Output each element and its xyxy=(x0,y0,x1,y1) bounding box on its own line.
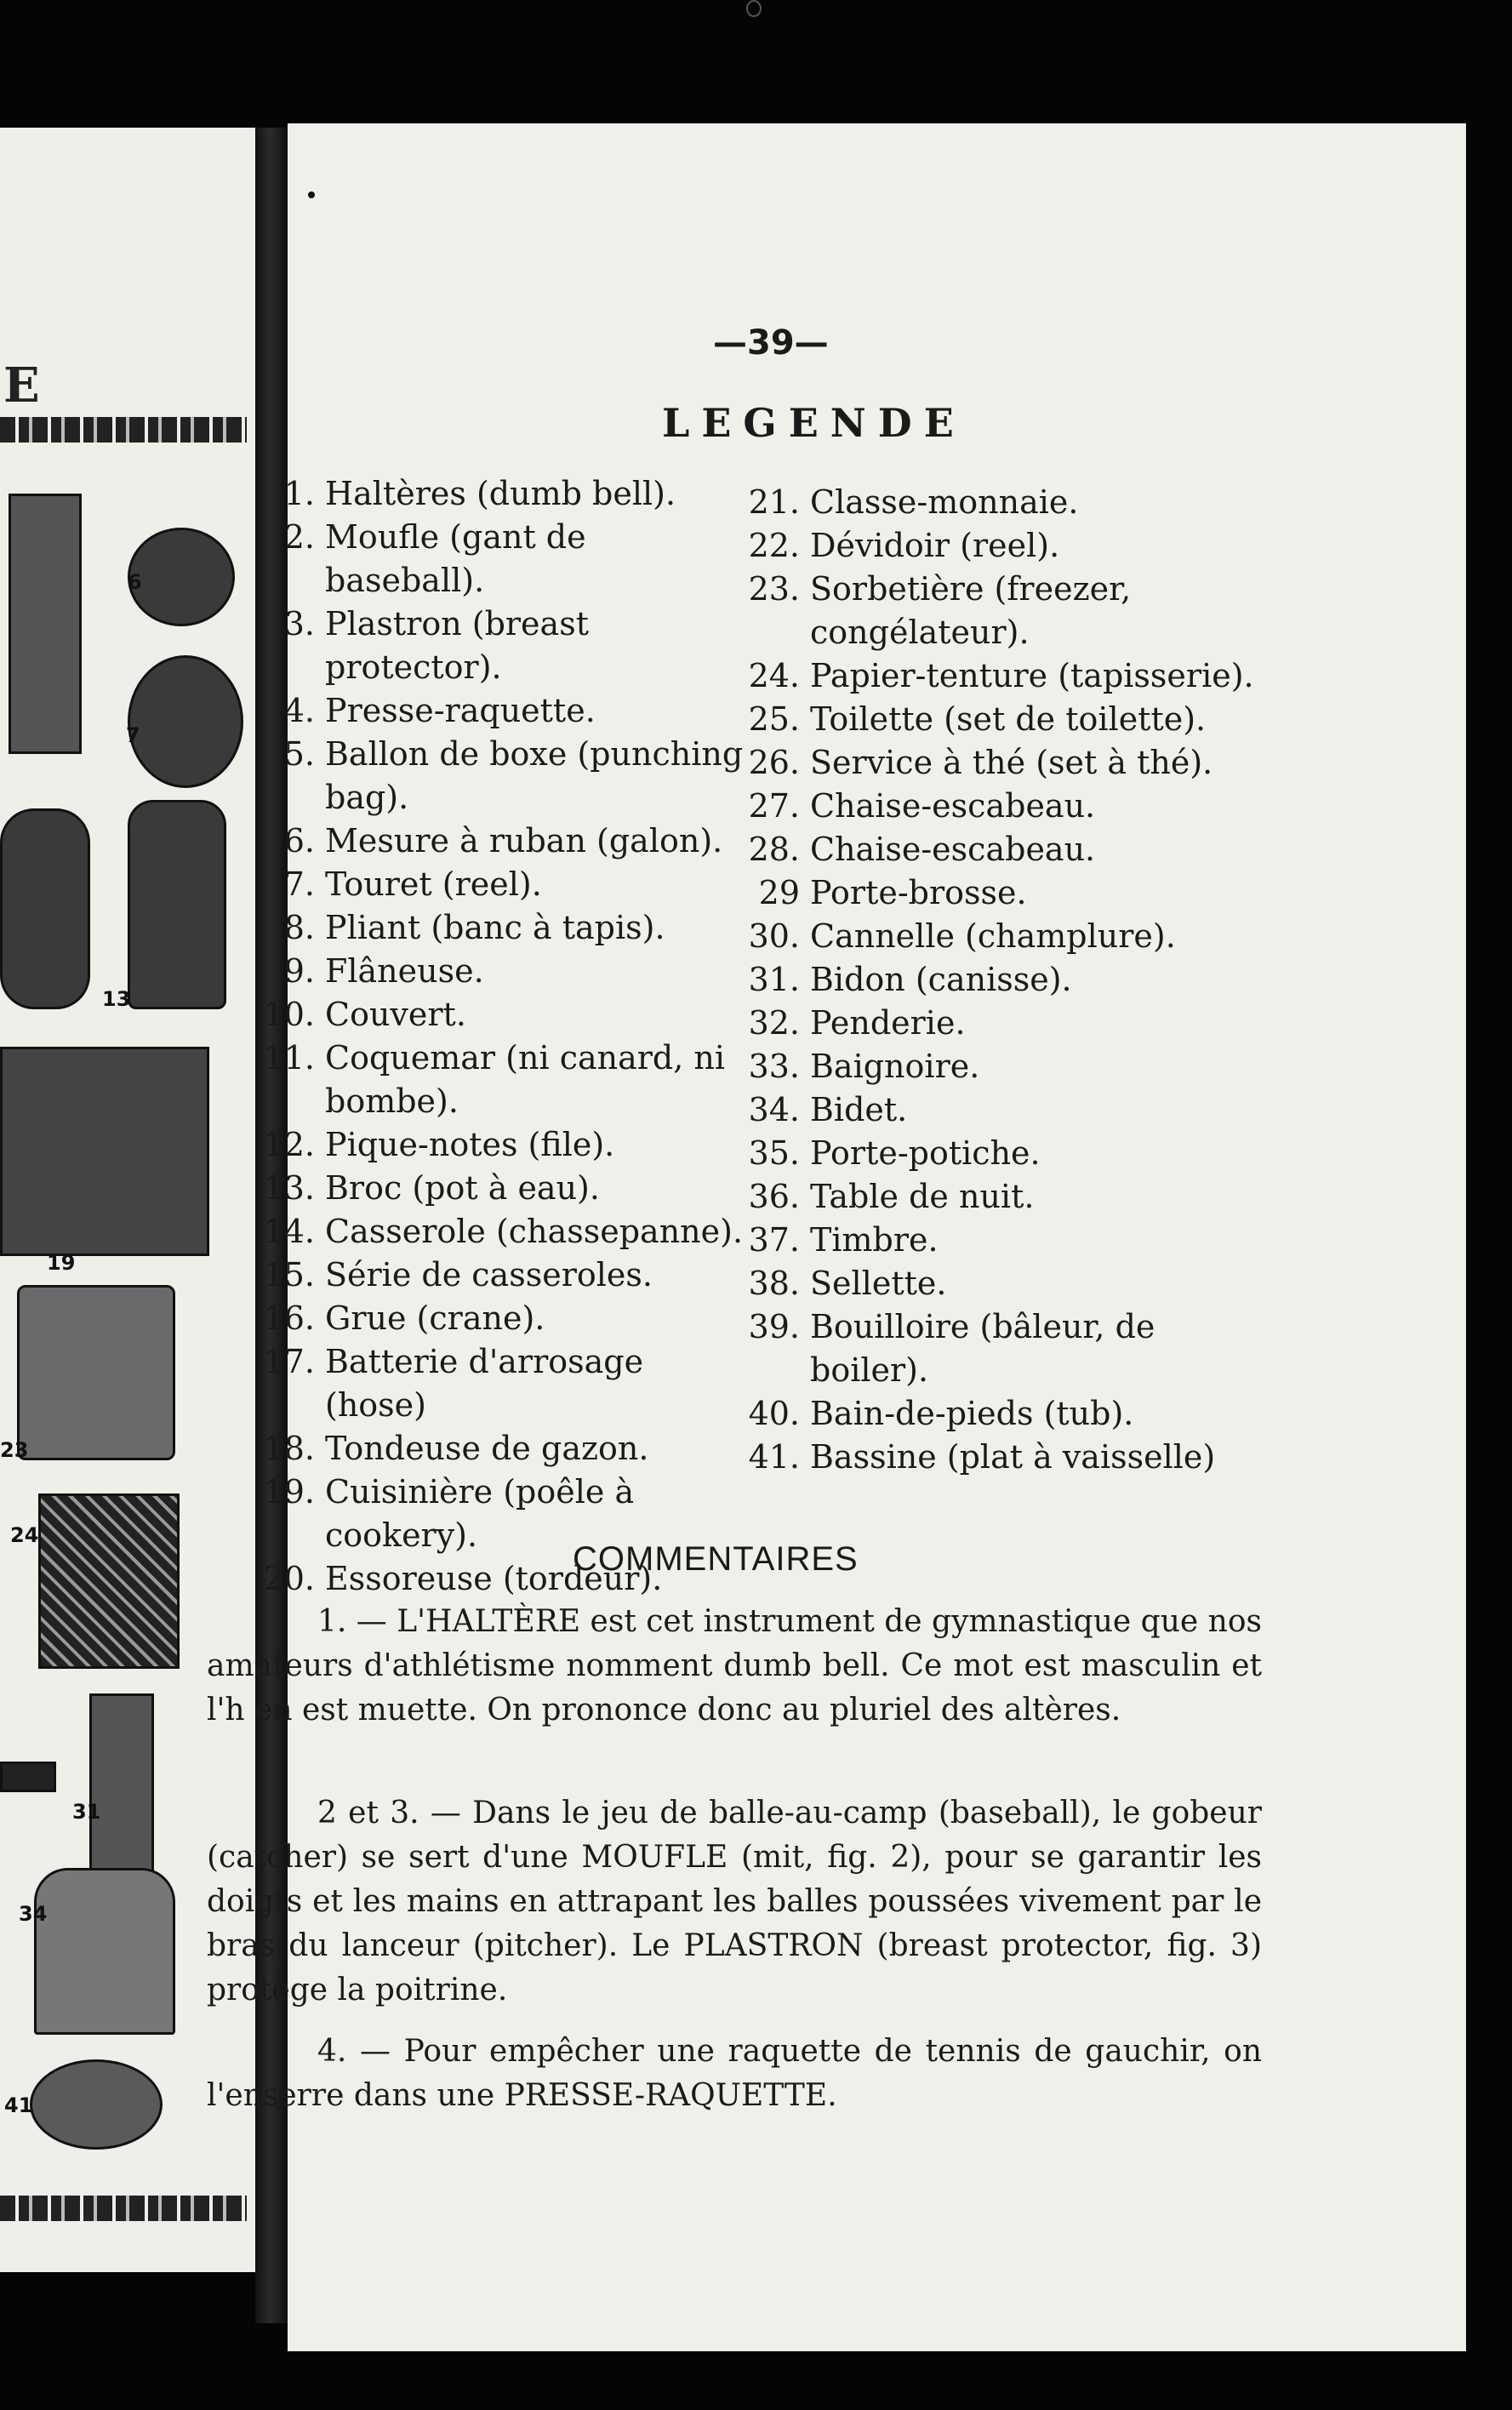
legend-item: 9. Flâneuse. xyxy=(283,952,484,990)
legend-item: 16. Grue (crane). xyxy=(263,1299,545,1337)
legend-item: 24. Papier-tenture (tapisserie). xyxy=(748,657,1254,694)
decorative-border-bottom xyxy=(0,2196,247,2221)
figure-number: 23 xyxy=(0,1438,29,1462)
film-mark xyxy=(746,0,762,17)
figure-number: 41 xyxy=(4,2093,33,2117)
legend-item: 12. Pique-notes (file). xyxy=(263,1126,615,1163)
legend-item: 35. Porte-potiche. xyxy=(748,1134,1041,1172)
legend-item: 5. Ballon de boxe (punching bag). xyxy=(283,735,744,816)
legend-item: 2. Moufle (gant de baseball). xyxy=(283,518,586,599)
illustration-ice-cream-freezer xyxy=(17,1285,175,1460)
illustration-basin xyxy=(30,2059,163,2150)
commentary-paragraph: 4. — Pour empêcher une raquette de tennis de gauchir, on l'enserre dans une PRESSE-RAQUETTE. xyxy=(207,2034,1262,2113)
legend-item: 10. Couvert. xyxy=(263,996,466,1033)
legend-item: 7. Touret (reel). xyxy=(283,865,542,903)
illustration-stool xyxy=(34,1868,175,2035)
legend-item: 21. Classe-monnaie. xyxy=(748,483,1079,521)
commentary-paragraph: 1. — L'HALTÈRE est cet instrument de gymnastique que nos amateurs d'athlétisme nomment dumb bell. Ce mot est masculin et l'h en est muette. On prononce donc au pluriel des altères. xyxy=(207,1604,1262,1728)
illustration-canister xyxy=(89,1693,154,1877)
legend-item: 19. Cuisinière (poêle à cookery). xyxy=(263,1473,635,1554)
legend-item: 41. Bassine (plat à vaisselle) xyxy=(748,1438,1216,1476)
commentary-paragraph: 2 et 3. — Dans le jeu de balle-au-camp (baseball), le gobeur (catcher) se sert d'une MOUFLE (mit, fig. 2), pour se garantir les doigts et les mains en attrapant les balles poussées vivement par le bras du lanceur (pitcher). Le PLASTRON (breast protector, fig. 3) protège la poitrine. xyxy=(207,1796,1262,2007)
legend-item: 13. Broc (pot à eau). xyxy=(263,1169,600,1207)
legend-item: 15. Série de casseroles. xyxy=(263,1256,653,1294)
commentaires-title: COMMENTAIRES xyxy=(573,1540,859,1578)
illustration-reel xyxy=(128,528,235,626)
legend-item: 23. Sorbetière (freezer, congélateur). xyxy=(748,570,1132,651)
illustration-stove xyxy=(0,1047,209,1256)
decorative-border-top xyxy=(0,417,247,443)
legend-item: 40. Bain-de-pieds (tub). xyxy=(748,1395,1134,1432)
legend-item: 8. Pliant (banc à tapis). xyxy=(283,909,665,946)
page-speck xyxy=(308,191,315,198)
legend-item: 38. Sellette. xyxy=(748,1265,947,1302)
illustration-dumbbell-rack xyxy=(9,494,82,754)
legend-item: 26. Service à thé (set à thé). xyxy=(748,744,1213,781)
main-page xyxy=(207,123,1466,2351)
legend-item: 20. Essoreuse (tordeur). xyxy=(263,1560,663,1597)
legend-item: 39. Bouilloire (bâleur, de boiler). xyxy=(748,1308,1155,1389)
figure-number: 13 xyxy=(102,987,131,1011)
legend-item: 4. Presse-raquette. xyxy=(283,692,596,729)
legend-item: 29 Porte-brosse. xyxy=(758,874,1027,911)
legend-item: 25. Toilette (set de toilette). xyxy=(748,700,1207,738)
legend-item: 6. Mesure à ruban (galon). xyxy=(283,822,723,859)
legend-item: 30. Cannelle (champlure). xyxy=(748,917,1176,955)
figure-number: 31 xyxy=(72,1800,101,1824)
legend-right-column xyxy=(747,481,1275,1479)
legend-item: 28. Chaise-escabeau. xyxy=(748,831,1096,868)
legend-item: 14. Casserole (chassepanne). xyxy=(263,1213,744,1250)
legend-item: 3. Plastron (breast protector). xyxy=(283,605,589,686)
legend-item: 37. Timbre. xyxy=(748,1221,939,1259)
illustration-water-pitcher xyxy=(128,800,226,1009)
illustration-punching-bag xyxy=(128,655,243,788)
legend-left-column xyxy=(262,472,747,1601)
figure-number: 6 xyxy=(128,570,142,594)
legend-item: 36. Table de nuit. xyxy=(748,1178,1035,1215)
legend-item: 11. Coquemar (ni canard, ni bombe). xyxy=(263,1039,726,1120)
legend-title: LEGENDE xyxy=(662,400,966,446)
illustration-spout xyxy=(0,1762,56,1792)
legend-item: 22. Dévidoir (reel). xyxy=(748,527,1060,564)
legend-item: 17. Batterie d'arrosage (hose) xyxy=(263,1343,644,1424)
legend-item: 1. Haltères (dumb bell). xyxy=(283,475,676,512)
illustration-wallpaper-sample xyxy=(38,1493,180,1669)
legend-item: 32. Penderie. xyxy=(748,1004,966,1042)
legend-item: 18. Tondeuse de gazon. xyxy=(263,1430,649,1467)
figure-number: 24 xyxy=(10,1523,39,1547)
legend-item: 34. Bidet. xyxy=(748,1091,908,1128)
figure-number: 19 xyxy=(47,1251,76,1275)
figure-number: 34 xyxy=(19,1902,48,1926)
left-heading-fragment: E xyxy=(3,357,40,414)
legend-item: 27. Chaise-escabeau. xyxy=(748,787,1096,825)
illustration-harp-ornament xyxy=(0,808,90,1009)
legend-item: 33. Baignoire. xyxy=(748,1048,980,1085)
legend-item: 31. Bidon (canisse). xyxy=(748,961,1072,998)
page-number: —39— xyxy=(713,323,829,363)
figure-number: 7 xyxy=(126,723,140,747)
